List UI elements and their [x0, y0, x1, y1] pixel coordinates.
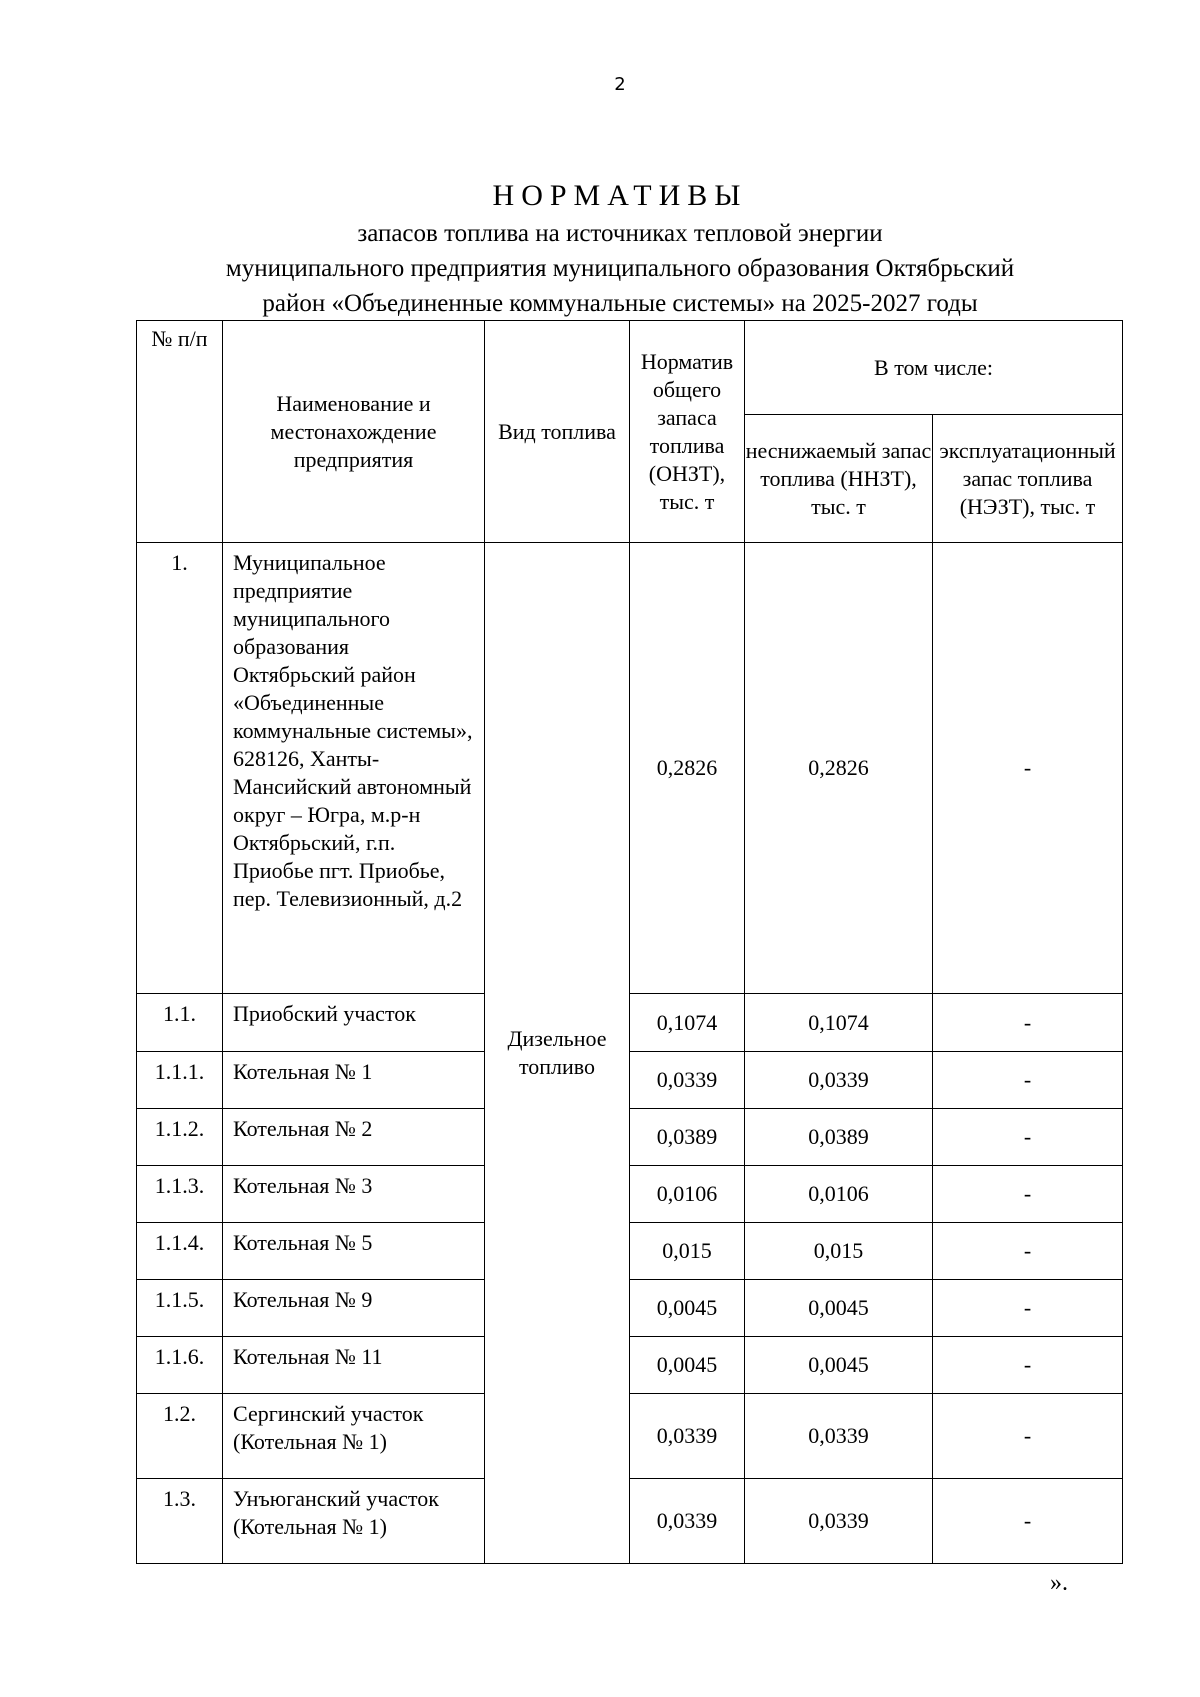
row-nezt: - — [933, 1223, 1123, 1280]
row-name: Котельная № 3 — [223, 1166, 485, 1223]
row-num: 1.3. — [137, 1479, 223, 1564]
row-nezt: - — [933, 1280, 1123, 1337]
title-main: НОРМАТИВЫ — [492, 179, 748, 212]
row-total: 0,0045 — [630, 1280, 745, 1337]
row-num: 1. — [137, 543, 223, 994]
header-name: Наименование и местонахождение предприятия — [223, 321, 485, 543]
row-total: 0,015 — [630, 1223, 745, 1280]
row-name: Котельная № 1 — [223, 1052, 485, 1109]
row-name: Приобский участок — [223, 994, 485, 1052]
norms-table — [136, 320, 1123, 1564]
row-nnzt: 0,0339 — [745, 1479, 933, 1564]
row-nnzt: 0,0389 — [745, 1109, 933, 1166]
header-num: № п/п — [137, 321, 223, 543]
row-name: Котельная № 5 — [223, 1223, 485, 1280]
row-nnzt: 0,0106 — [745, 1166, 933, 1223]
row-name: Котельная № 9 — [223, 1280, 485, 1337]
row-num: 1.1.6. — [137, 1337, 223, 1394]
row-name: Котельная № 2 — [223, 1109, 485, 1166]
row-total: 0,0106 — [630, 1166, 745, 1223]
row-total: 0,1074 — [630, 994, 745, 1052]
closing-mark: ». — [1050, 1570, 1068, 1596]
header-nnzt: неснижаемый запас топлива (ННЗТ), тыс. т — [745, 415, 933, 543]
header-including: В том числе: — [745, 321, 1123, 415]
row-nnzt: 0,1074 — [745, 994, 933, 1052]
title-line-2: муниципального предприятия муниципального образования Октябрьский — [225, 255, 1015, 282]
row-nezt: - — [933, 1109, 1123, 1166]
row-nezt: - — [933, 1052, 1123, 1109]
row-nnzt: 0,0339 — [745, 1052, 933, 1109]
header-nezt: эксплуатационный запас топлива (НЭЗТ), тыс. т — [933, 415, 1123, 543]
row-num: 1.1.1. — [137, 1052, 223, 1109]
row-nnzt: 0,2826 — [745, 543, 933, 994]
row-nnzt: 0,0045 — [745, 1280, 933, 1337]
document-title — [120, 176, 1120, 321]
fuel-type-cell: Дизельное топливо — [485, 543, 630, 1564]
row-num: 1.1.3. — [137, 1166, 223, 1223]
row-nnzt: 0,015 — [745, 1223, 933, 1280]
row-num: 1.1.5. — [137, 1280, 223, 1337]
row-nnzt: 0,0045 — [745, 1337, 933, 1394]
row-nezt: - — [933, 543, 1123, 994]
row-nezt: - — [933, 1479, 1123, 1564]
title-line-3: район «Объединенные коммунальные системы» на 2025-2027 годы — [262, 290, 978, 317]
row-nezt: - — [933, 1394, 1123, 1479]
title-line-1: запасов топлива на источниках тепловой энергии — [357, 220, 883, 247]
row-nezt: - — [933, 994, 1123, 1052]
header-fuel: Вид топлива — [485, 321, 630, 543]
row-total: 0,0045 — [630, 1337, 745, 1394]
row-total: 0,0339 — [630, 1052, 745, 1109]
row-num: 1.2. — [137, 1394, 223, 1479]
row-num: 1.1.4. — [137, 1223, 223, 1280]
row-name: Котельная № 11 — [223, 1337, 485, 1394]
row-name: Сергинский участок (Котельная № 1) — [223, 1394, 485, 1479]
row-nezt: - — [933, 1337, 1123, 1394]
page-number: 2 — [614, 74, 626, 95]
row-total: 0,2826 — [630, 543, 745, 994]
row-total: 0,0339 — [630, 1479, 745, 1564]
row-total: 0,0339 — [630, 1394, 745, 1479]
row-nnzt: 0,0339 — [745, 1394, 933, 1479]
row-nezt: - — [933, 1166, 1123, 1223]
row-num: 1.1.2. — [137, 1109, 223, 1166]
row-name: Муниципальное предприятие муниципального образования Октябрьский район «Объединенные коммунальные системы», 628126, Ханты-Мансийский автономный округ – Югра, м.р-н Октябрьский, г.п. Приобье пгт. Приобье, пер. Телевизионный, д.2 — [223, 543, 485, 994]
header-total: Норматив общего запаса топлива (ОНЗТ), тыс. т — [630, 321, 745, 543]
row-num: 1.1. — [137, 994, 223, 1052]
row-total: 0,0389 — [630, 1109, 745, 1166]
row-name: Унъюганский участок (Котельная № 1) — [223, 1479, 485, 1564]
